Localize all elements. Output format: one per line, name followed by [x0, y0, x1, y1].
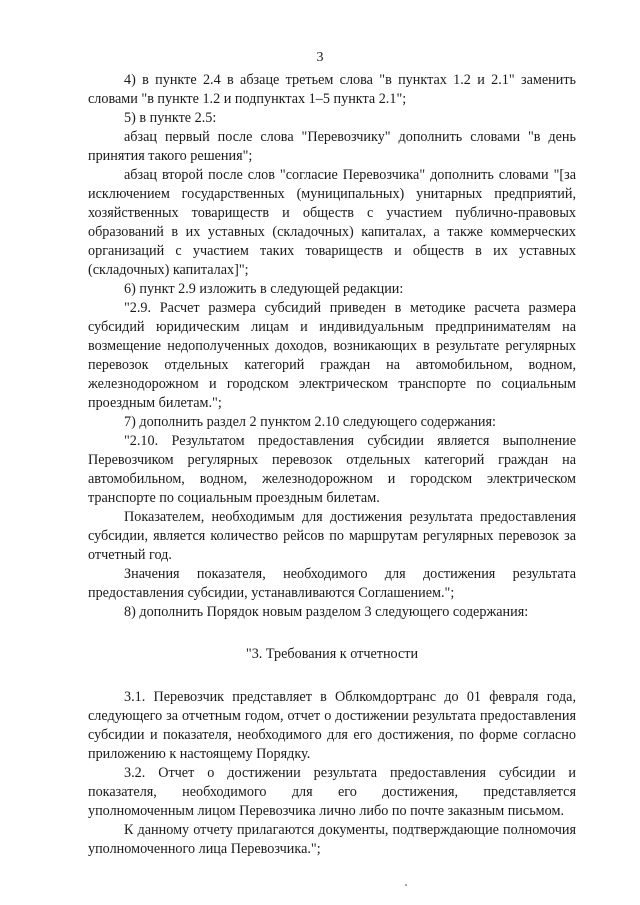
scan-speck — [405, 884, 407, 886]
paragraph-indicator: Показателем, необходимым для достижения результата предоставления субсидии, является количество рейсов по маршрутам регулярных перевозок за отчетный год. — [88, 509, 576, 563]
paragraph-item-4: 4) в пункте 2.4 в абзаце третьем слова "в пунктах 1.2 и 2.1" заменить словами "в пункте 1.2 и подпунктах 1–5 пункта 2.1"; — [88, 72, 576, 107]
paragraph-item-6: 6) пункт 2.9 изложить в следующей редакции: — [124, 281, 404, 297]
paragraph-indicator-values: Значения показателя, необходимого для достижения результата предоставления субсидии, устанавливаются Соглашением."; — [88, 566, 576, 601]
paragraph-abzac-1: абзац первый после слова "Перевозчику" дополнить словами "в день принятия такого решения"; — [88, 129, 576, 164]
paragraph-clause-2-9: "2.9. Расчет размера субсидий приведен в методике расчета размера субсидий юридическим лицам и индивидуальным предпринимателям на возмещение недополученных доходов, возникающих в результате регулярных перевозок отдельных категорий граждан на автомобильном, водном, железнодорожном и городском электрическом транспорте по социальным проездным билетам."; — [88, 300, 576, 411]
paragraph-clause-3-2: 3.2. Отчет о достижении результата предоставления субсидии и показателя, необходимого для его достижения, представляется уполномоченным лицом Перевозчика лично либо по почте заказным письмом. — [88, 765, 576, 819]
paragraph-item-8: 8) дополнить Порядок новым разделом 3 следующего содержания: — [124, 604, 529, 620]
paragraph-attachments: К данному отчету прилагаются документы, подтверждающие полномочия уполномоченного лица Перевозчика."; — [88, 822, 576, 857]
paragraph-clause-2-10: "2.10. Результатом предоставления субсидии является выполнение Перевозчиком регулярных перевозок отдельных категорий граждан на автомобильном, водном, железнодорожном и городском электрическом транспорте по социальным проездным билетам. — [88, 433, 576, 506]
section-heading: "3. Требования к отчетности — [245, 646, 419, 662]
paragraph-item-5: 5) в пункте 2.5: — [124, 110, 217, 126]
paragraph-item-7: 7) дополнить раздел 2 пунктом 2.10 следующего содержания: — [124, 414, 496, 430]
paragraph-clause-3-1: 3.1. Перевозчик представляет в Облкомдортранс до 01 февраля года, следующего за отчетным годом, отчет о достижении результата предоставления субсидии и показателя, необходимого для его достижения, по форме согласно приложению к настоящему Порядку. — [88, 689, 576, 762]
page-number: 3 — [316, 50, 324, 65]
document-body — [88, 71, 576, 859]
paragraph-abzac-2: абзац второй после слов "согласие Перевозчика" дополнить словами "[за исключением государственных (муниципальных) унитарных предприятий, хозяйственных товариществ и обществ с участием публично-правовых образований в их уставных (складочных) капиталах, а также коммерческих организаций с участием таких товариществ и обществ в их уставных (складочных) капиталах]"; — [88, 167, 576, 278]
